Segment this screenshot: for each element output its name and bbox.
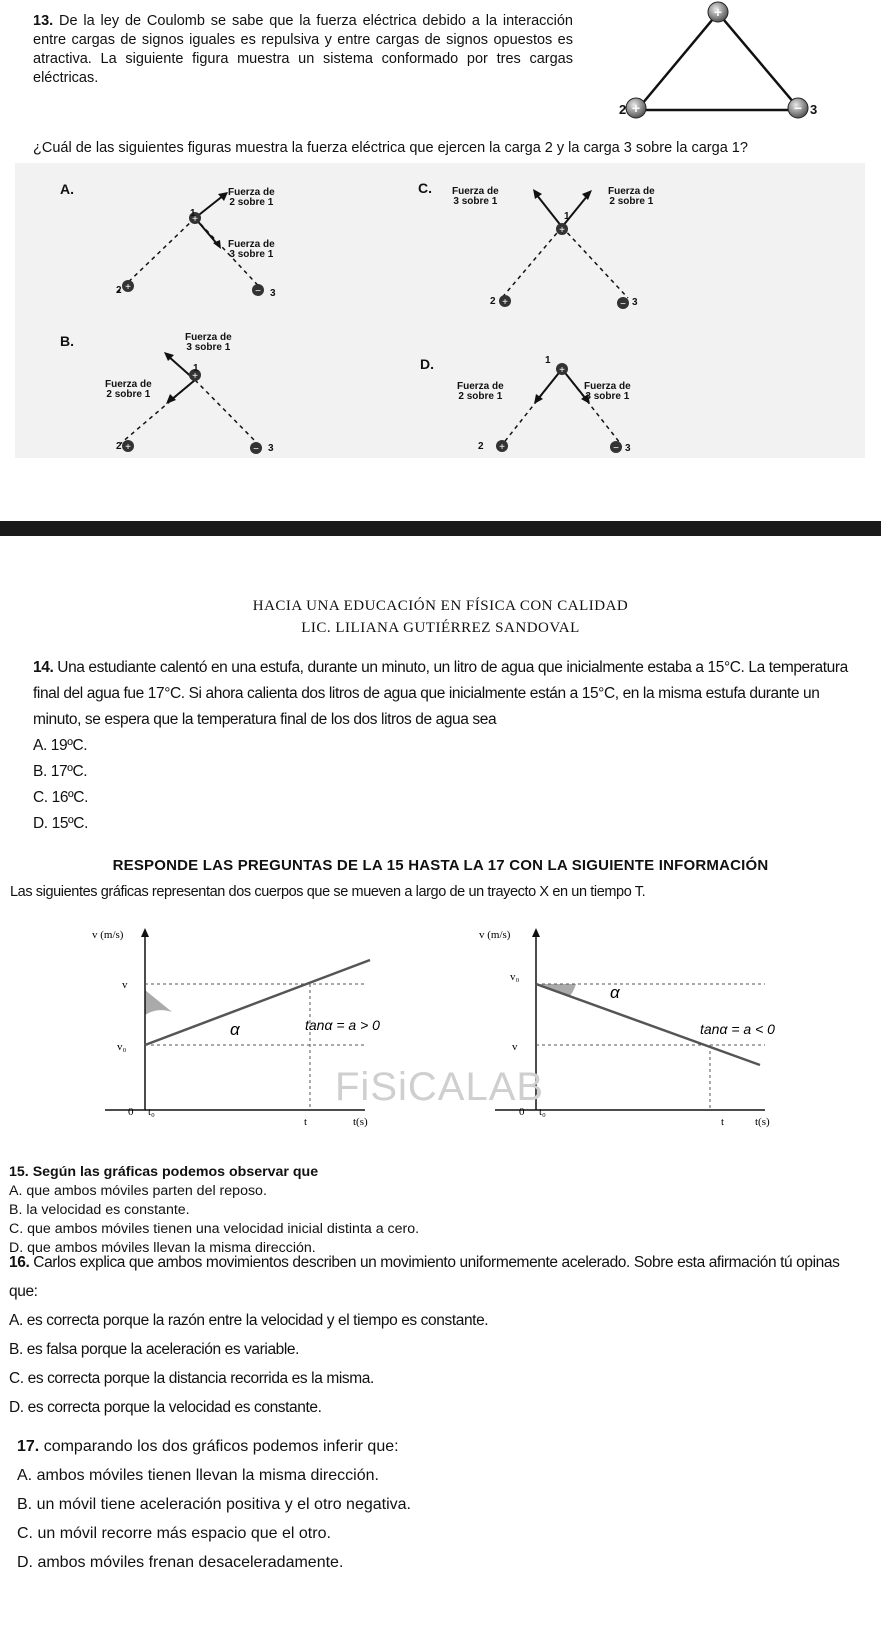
svg-text:−: − [613,443,619,454]
triangle-outline [637,13,800,110]
svg-text:+: + [192,371,198,382]
question-15 [9,1163,869,1258]
question-16-option-a: A. es correcta porque la razón entre la velocidad y el tiempo es constante. [9,1312,489,1329]
question-17-option-c: C. un móvil recorre más espacio que el otro. [17,1525,331,1542]
option-a-figure [100,180,320,310]
option-a-label-2: Fuerza de 3 sobre 1 [228,239,275,260]
question-13-prompt: ¿Cuál de las siguientes figuras muestra la fuerza eléctrica que ejercen la carga 2 y la carga 3 sobre la carga 1? [33,140,748,156]
chart-2-xtick-t0: t₀ [539,1106,546,1118]
chart-1-annotation: tanα = a > 0 [305,1017,380,1033]
question-16-option-d: D. es correcta porque la velocidad es constante. [9,1399,322,1416]
chart-2-ytick-v: v [512,1041,518,1053]
question-15-option-b: B. la velocidad es constante. [9,1202,190,1218]
svg-text:+: + [499,442,505,453]
question-17 [17,1432,877,1577]
question-15-option-d: D. que ambos móviles llevan la misma dirección. [9,1240,316,1256]
question-17-body: comparando los dos gráficos podemos inferir que: [43,1438,399,1455]
svg-text:+: + [125,442,131,453]
chart-2-ytick-v0: v₀ [510,971,520,983]
header-line-2: LIC. LILIANA GUTIÉRREZ SANDOVAL [301,620,580,636]
question-15-option-c: C. que ambos móviles tienen una velocidad inicial distinta a cero. [9,1221,420,1237]
chart-1-ytick-v: v [122,979,128,991]
chart-2-watermark: FiSiCALAB [335,1065,545,1109]
chart-2-xlabel: t(s) [755,1116,770,1128]
charge-3-label: 3 [810,102,818,117]
option-d-num-3: 3 [625,443,631,454]
option-a-num-2: 2 [116,285,122,296]
chart-1-angle-wedge [145,990,172,1015]
option-a-num-1: 1 [190,208,196,219]
option-d-num-1: 1 [545,355,551,366]
chart-2-annotation: tanα = a < 0 [700,1021,775,1037]
question-17-number: 17. [17,1438,40,1455]
question-16-option-b: B. es falsa porque la aceleración es variable. [9,1341,300,1358]
svg-text:+: + [502,297,508,308]
charge-3 [788,98,808,118]
chart-1-xtick-0: 0 [128,1106,134,1118]
question-14-option-a: A. 19ºC. [33,737,88,754]
question-14-option-d: D. 15ºC. [33,815,89,832]
chart-1-xtick-t0: t₀ [148,1106,155,1118]
option-c-num-3: 3 [632,297,638,308]
option-b-label-1: Fuerza de 3 sobre 1 [185,332,232,353]
charge-triangle-figure [600,0,810,125]
chart-2-xtick-0: 0 [519,1106,525,1118]
svg-text:+: + [192,214,198,225]
option-d-label-2: Fuerza de 3 sobre 1 [584,381,631,402]
chart-2 [335,920,825,1135]
chart-2-ylabel: v (m/s) [479,929,511,941]
charge-2 [626,98,646,118]
chart-1-ylabel: v (m/s) [92,929,124,941]
question-16 [9,1248,869,1422]
chart-1-xtick-t: t [304,1116,308,1128]
chart-2-y-arrow [532,928,540,937]
chart-2-angle-label: α [610,983,620,1002]
option-c-num-1: 1 [564,211,570,222]
option-c-label-2: Fuerza de 2 sobre 1 [608,186,655,207]
chart-2-xtick-t: t [721,1116,725,1128]
chart-1-ytick-v0: v₀ [117,1041,127,1053]
svg-text:−: − [793,100,803,116]
option-a-letter: A. [60,181,74,197]
section-15-title: RESPONDE LAS PREGUNTAS DE LA 15 HASTA LA 17 CON LA SIGUIENTE INFORMACIÓN [112,857,769,874]
svg-text:+: + [125,282,131,293]
charge-1 [708,2,728,22]
charge-2-label: 2 [619,102,627,117]
svg-text:−: − [620,299,626,310]
question-14-option-b: B. 17ºC. [33,763,88,780]
option-b-label-2: Fuerza de 2 sobre 1 [105,379,152,400]
option-b-num-3: 3 [268,443,274,454]
svg-text:−: − [253,444,259,455]
chart-1-angle-label: α [230,1020,240,1039]
option-c-letter: C. [418,180,432,196]
svg-text:+: + [631,100,641,116]
option-d-letter: D. [420,356,434,372]
question-16-number: 16. [9,1254,30,1271]
question-14-option-c: C. 16ºC. [33,789,89,806]
option-b-letter: B. [60,333,74,349]
option-d-num-2: 2 [478,441,484,452]
question-13-number: 13. [33,13,54,29]
option-a-label-1: Fuerza de 2 sobre 1 [228,187,275,208]
option-a-num-3: 3 [270,288,276,299]
question-15-option-a: A. que ambos móviles parten del reposo. [9,1183,267,1199]
question-17-option-d: D. ambos móviles frenan desaceleradamente. [17,1554,344,1571]
option-b-num-1: 1 [193,363,199,374]
question-14 [33,655,863,837]
question-17-option-b: B. un móvil tiene aceleración positiva y el otro negativa. [17,1496,411,1513]
section-15-intro: Las siguientes gráficas representan dos cuerpos que se mueven a largo de un trayecto X en un tiempo T. [10,884,646,900]
question-15-body: Según las gráficas podemos observar que [32,1164,319,1180]
page-divider [0,521,881,536]
chart-1-xlabel: t(s) [353,1116,368,1128]
question-14-body: Una estudiante calentó en una estufa, durante un minuto, un litro de agua que inicialmente estaba a 15°C. La temperatura final del agua fue 17°C. Si ahora calienta dos litros de agua que inicialmente están a 15°C, en la misma estufa durante un minuto, se espera que la temperatura final de los dos litros de agua sea [33,659,848,728]
svg-text:−: − [255,286,261,297]
option-c-label-1: Fuerza de 3 sobre 1 [452,186,499,207]
svg-text:+: + [713,4,723,20]
option-b-num-2: 2 [116,441,122,452]
option-c-num-2: 2 [490,296,496,307]
option-d-figure [480,345,660,460]
header-line-1: HACIA UNA EDUCACIÓN EN FÍSICA CON CALIDAD [252,598,629,614]
question-16-option-c: C. es correcta porque la distancia recorrida es la misma. [9,1370,374,1387]
question-17-option-a: A. ambos móviles tienen llevan la misma dirección. [17,1467,379,1484]
question-14-number: 14. [33,659,54,676]
question-13-text [33,12,573,88]
option-d-label-1: Fuerza de 2 sobre 1 [457,381,504,402]
svg-text:+: + [559,365,565,376]
question-16-body: Carlos explica que ambos movimientos describen un movimiento uniformemente acelerado. Sobre esta afirmación tú opinas que: [9,1254,840,1300]
chart-1-y-arrow [141,928,149,937]
svg-text:+: + [559,225,565,236]
question-15-number: 15. [9,1164,29,1180]
question-13-body: De la ley de Coulomb se sabe que la fuerza eléctrica debido a la interacción entre cargas de signos iguales es repulsiva y entre cargas de signos opuestos es atractiva. La siguiente figura muestra un sistema conformado por tres cargas eléctricas. [33,13,573,86]
